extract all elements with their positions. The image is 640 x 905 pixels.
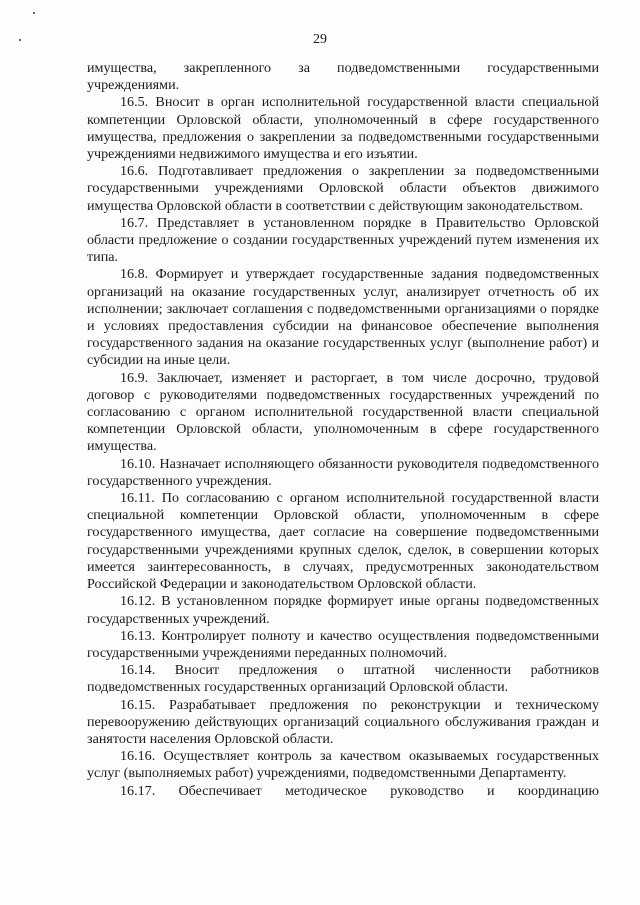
paragraph-16-14: 16.14. Вносит предложения о штатной численности работников подведомственных государственных организаций Орловской области. [87, 662, 599, 696]
paragraph-16-5: 16.5. Вносит в орган исполнительной государственной власти специальной компетенции Орловской области, уполномоченный в сфере государственного имущества, предложения о закреплении за подведомственными государственными учреждениями недвижимого имущества и его изъятии. [87, 94, 599, 163]
paragraph-16-12: 16.12. В установленном порядке формирует иные органы подведомственных государственных учреждений. [87, 593, 599, 627]
document-body [87, 60, 599, 800]
scan-speck [33, 12, 35, 14]
paragraph-16-7: 16.7. Представляет в установленном порядке в Правительство Орловской области предложение о создании государственных учреждений путем изменения их типа. [87, 214, 599, 266]
paragraph-16-9: 16.9. Заключает, изменяет и расторгает, в том числе досрочно, трудовой договор с руководителями подведомственных государственных учреждений по согласованию с органом исполнительной государственной власти специальной компетенции Орловской области, уполномоченным в сфере государственного имущества. [87, 369, 599, 455]
paragraph-16-16: 16.16. Осуществляет контроль за качеством оказываемых государственных услуг (выполняемых работ) учреждениями, подведомственными Департаменту. [87, 748, 599, 782]
page-number: 29 [313, 32, 327, 47]
paragraph-16-6: 16.6. Подготавливает предложения о закреплении за подведомственными государственными учреждениями Орловской области объектов движимого имущества Орловской области в соответствии с действующим законодательством. [87, 163, 599, 214]
paragraph-16-10: 16.10. Назначает исполняющего обязанности руководителя подведомственного государственного учреждения. [87, 455, 599, 489]
paragraph-16-15: 16.15. Разрабатывает предложения по реконструкции и техническому перевооружению действующих организаций социального обслуживания граждан и занятости населения Орловской области. [87, 696, 599, 747]
paragraph-16-17: 16.17. Обеспечивает методическое руководство и координацию [120, 782, 599, 799]
paragraph-16-13: 16.13. Контролирует полноту и качество осуществления подведомственными государственными учреждениями переданных полномочий. [87, 627, 599, 661]
paragraph-continuation: имущества, закрепленного за подведомственными государственными учреждениями. [87, 60, 599, 94]
paragraph-16-8: 16.8. Формирует и утверждает государственные задания подведомственных организаций на оказание государственных услуг, анализирует отчетность об их исполнении; заключает соглашения с подведомственными организациями о порядке и условиях предоставления субсидии на финансовое обеспечение выполнения государственного задания на оказание государственных услуг (выполнение работ) и субсидии на иные цели. [87, 266, 599, 369]
paragraph-16-11: 16.11. По согласованию с органом исполнительной государственной власти специальной компетенции Орловской области, уполномоченным в сфере государственного имущества, дает согласие на совершение подведомственными государственными учреждениями крупных сделок, сделок, в совершении которых имеется заинтересованность, в случаях, предусмотренных законодательством Российской Федерации и законодательством Орловской области. [87, 490, 599, 593]
